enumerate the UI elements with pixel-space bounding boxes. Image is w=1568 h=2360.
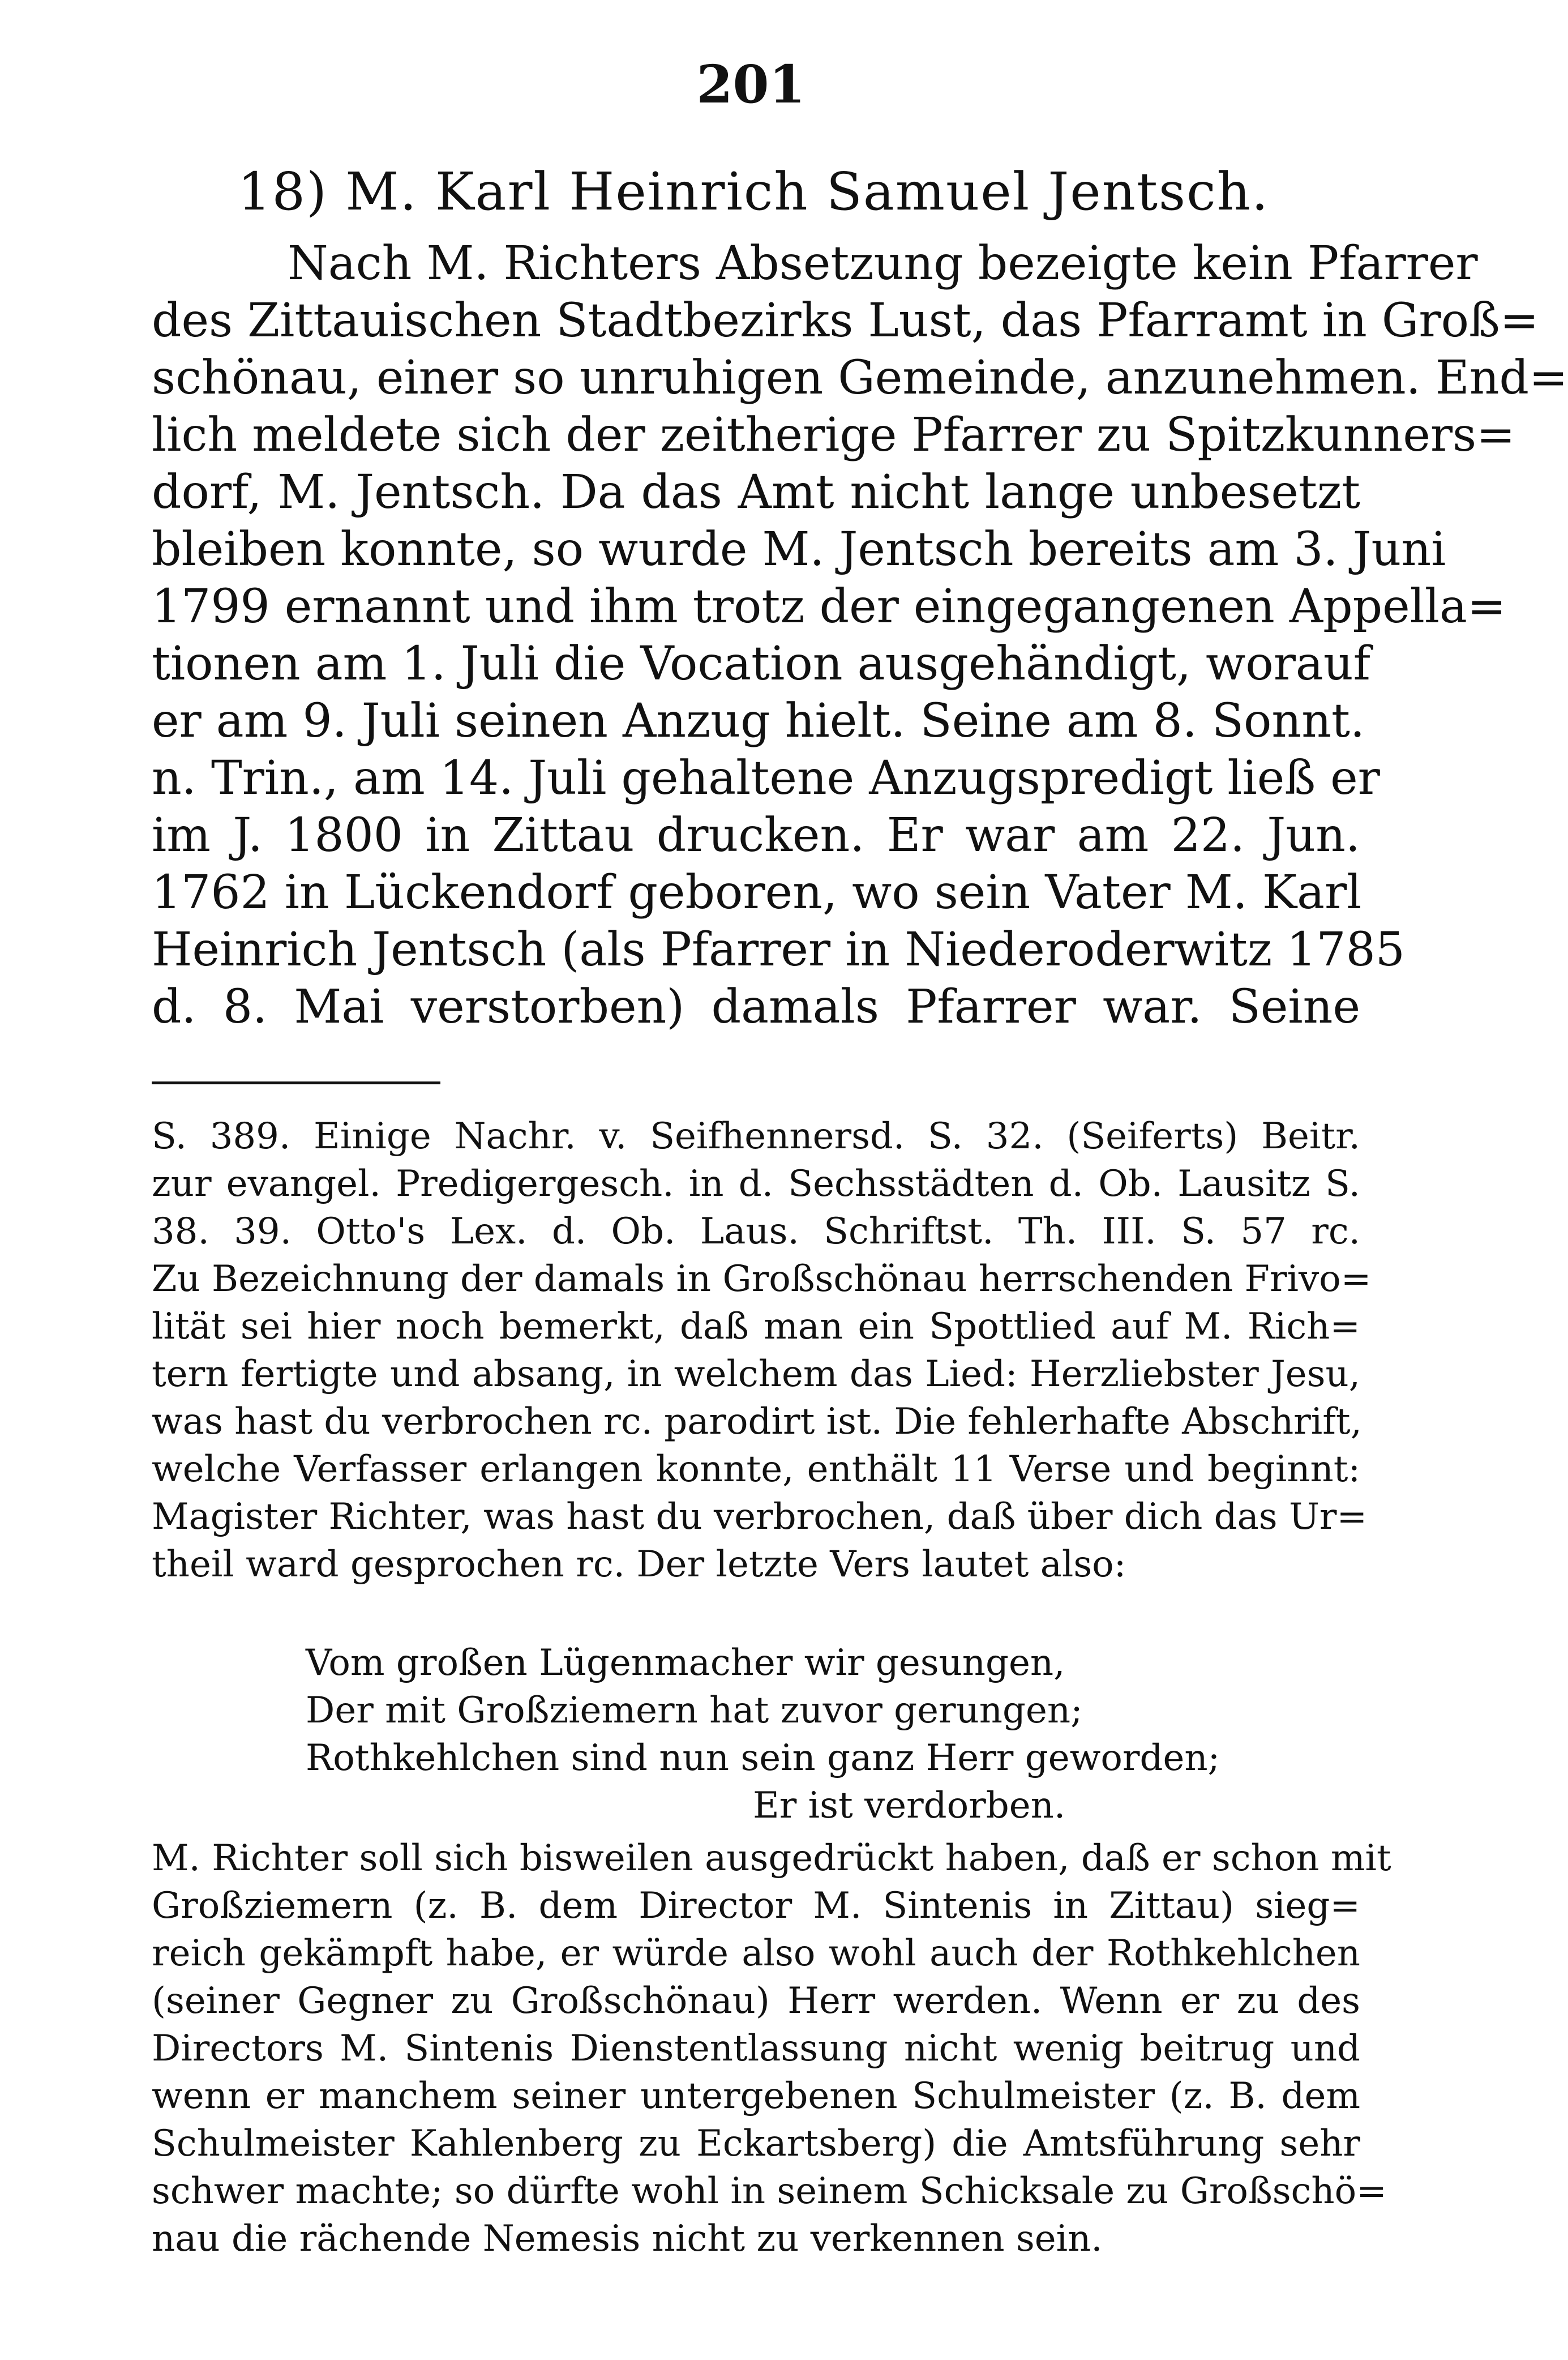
footnote-line: wenn er manchem seiner untergebenen Schulmeister (z. B. dem xyxy=(152,2075,1360,2117)
verse-line: Er ist verdorben. xyxy=(753,1785,1066,1827)
footnote-line: (seiner Gegner zu Großschönau) Herr werden. Wenn er zu des xyxy=(152,1980,1360,2022)
text-line: im J. 1800 in Zittau drucken. Er war am 22. Jun. xyxy=(152,809,1360,862)
main-text-block xyxy=(152,235,1568,1036)
footnote-separator xyxy=(152,1081,440,1084)
footnote-line: Magister Richter, was hast du verbrochen, daß über dich das Ur= xyxy=(152,1496,1368,1538)
text-line: er am 9. Juli seinen Anzug hielt. Seine am 8. Sonnt. xyxy=(152,694,1365,748)
footnote-line: nau die rächende Nemesis nicht zu verkennen sein. xyxy=(152,2218,1103,2260)
verse-line: Der mit Großziemern hat zuvor gerungen; xyxy=(306,1690,1083,1731)
verse-line: Rothkehlchen sind nun sein ganz Herr geworden; xyxy=(306,1737,1220,1779)
footnote-line: theil ward gesprochen rc. Der letzte Vers lautet also: xyxy=(152,1544,1126,1585)
footnote-line: M. Richter soll sich bisweilen ausgedrückt haben, daß er schon mit xyxy=(152,1837,1391,1879)
footnote-line: Schulmeister Kahlenberg zu Eckartsberg) die Amtsführung sehr xyxy=(152,2123,1360,2165)
text-line: tionen am 1. Juli die Vocation ausgehändigt, worauf xyxy=(152,637,1370,691)
footnote-line: 38. 39. Otto's Lex. d. Ob. Laus. Schriftst. Th. III. S. 57 rc. xyxy=(152,1211,1360,1252)
footnote-line: zur evangel. Predigergesch. in d. Sechsstädten d. Ob. Lausitz S. xyxy=(152,1163,1360,1205)
footnote-line: tern fertigte und absang, in welchem das Lied: Herzliebster Jesu, xyxy=(152,1353,1360,1395)
text-line: n. Trin., am 14. Juli gehaltene Anzugspredigt ließ er xyxy=(152,751,1380,805)
footnote-line: schwer machte; so dürfte wohl in seinem Schicksale zu Großschö= xyxy=(152,2170,1387,2212)
page-number: 201 xyxy=(696,54,806,115)
footnote-line: Großziemern (z. B. dem Director M. Sintenis in Zittau) sieg= xyxy=(152,1885,1360,1927)
footnote-line: lität sei hier noch bemerkt, daß man ein Spottlied auf M. Rich= xyxy=(152,1306,1360,1348)
footnote-line: Zu Bezeichnung der damals in Großschönau herrschenden Frivo= xyxy=(152,1258,1372,1300)
verse-block xyxy=(306,1639,1220,1829)
footnote-line: Directors M. Sintenis Dienstentlassung nicht wenig beitrug und xyxy=(152,2028,1360,2070)
text-line: bleiben konnte, so wurde M. Jentsch bereits am 3. Juni xyxy=(152,523,1446,576)
text-line: des Zittauischen Stadtbezirks Lust, das Pfarramt in Groß= xyxy=(152,294,1539,348)
footnote-line: reich gekämpft habe, er würde also wohl auch der Rothkehlchen xyxy=(152,1933,1360,1974)
text-line: schönau, einer so unruhigen Gemeinde, anzunehmen. End= xyxy=(152,351,1568,405)
text-line: 1799 ernannt und ihm trotz der eingegangenen Appella= xyxy=(152,580,1506,634)
footnote-line: was hast du verbrochen rc. parodirt ist. Die fehlerhafte Abschrift, xyxy=(152,1401,1362,1443)
text-line: dorf, M. Jentsch. Da das Amt nicht lange unbesetzt xyxy=(152,465,1360,519)
verse-line: Vom großen Lügenmacher wir gesungen, xyxy=(306,1642,1065,1684)
text-line: lich meldete sich der zeitherige Pfarrer zu Spitzkunners= xyxy=(152,408,1515,462)
text-line: Heinrich Jentsch (als Pfarrer in Niederoderwitz 1785 xyxy=(152,923,1405,977)
section-heading: 18) M. Karl Heinrich Samuel Jentsch. xyxy=(238,161,1270,222)
footnote-line: welche Verfasser erlangen konnte, enthält 11 Verse und beginnt: xyxy=(152,1448,1360,1490)
text-line: 1762 in Lückendorf geboren, wo sein Vater M. Karl xyxy=(152,866,1362,920)
footnote-block-continued xyxy=(152,1835,1391,2263)
footnote-block xyxy=(152,1113,1372,1588)
text-line: Nach M. Richters Absetzung bezeigte kein Pfarrer xyxy=(288,237,1478,290)
footnote-line: S. 389. Einige Nachr. v. Seifhennersd. S. 32. (Seiferts) Beitr. xyxy=(152,1115,1360,1157)
text-line: d. 8. Mai verstorben) damals Pfarrer war. Seine xyxy=(152,980,1360,1034)
